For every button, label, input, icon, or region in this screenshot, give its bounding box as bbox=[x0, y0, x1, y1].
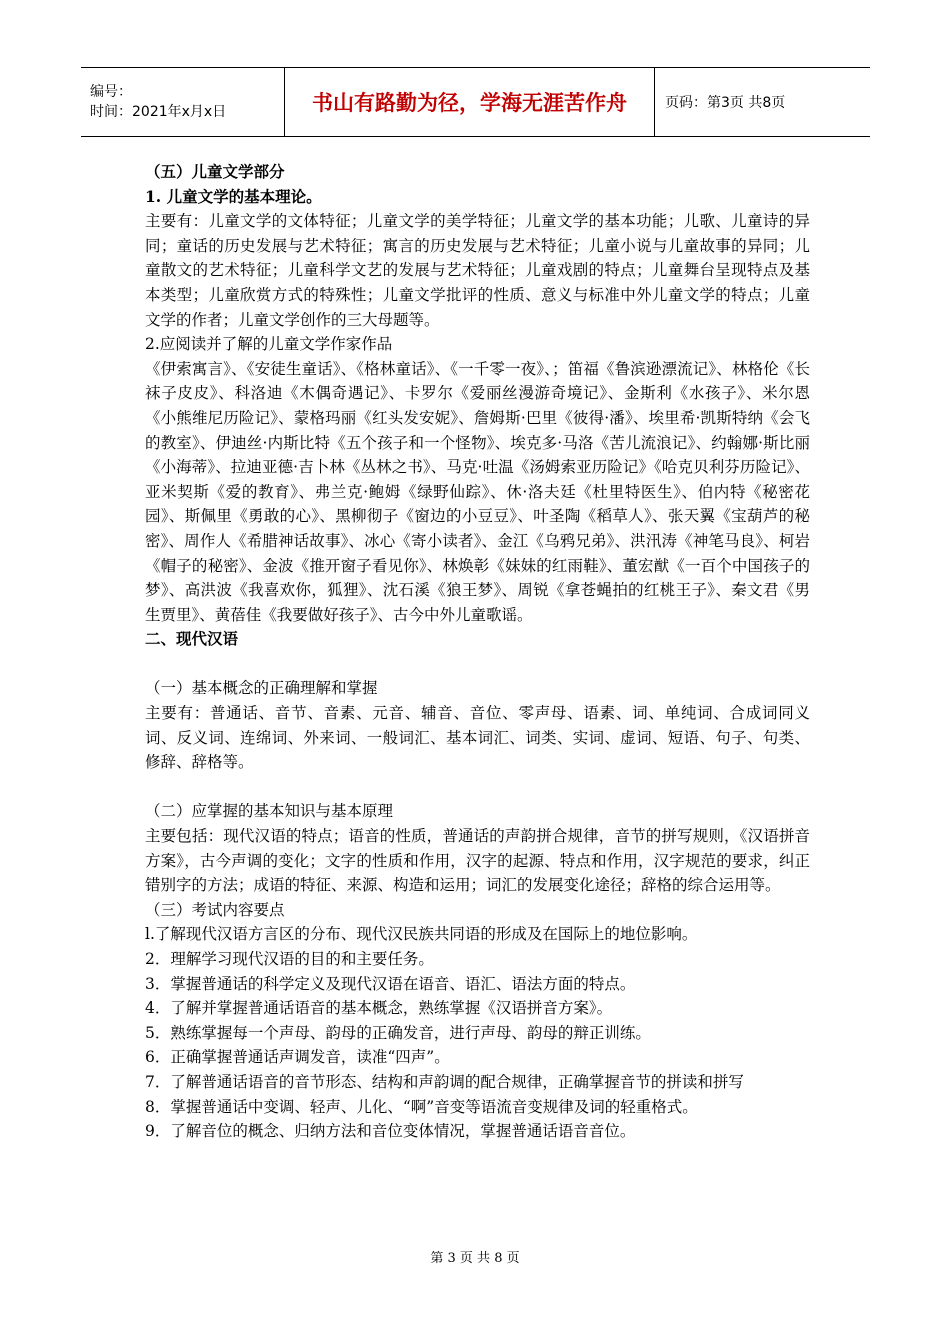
paragraph-spacer bbox=[145, 652, 810, 677]
paragraph: 主要有：普通话、音节、音素、元音、辅音、音位、零声母、语素、词、单纯词、合成词同义词、反义词、连绵词、外来词、一般词汇、基本词汇、词类、实词、虚词、短语、句子、句类、修辞、辞格等。 bbox=[145, 704, 810, 772]
paragraph: 2．理解学习现代汉语的目的和主要任务。 bbox=[145, 950, 434, 968]
header-motto: 书山有路勤为径，学海无涯苦作舟 bbox=[285, 68, 655, 137]
paragraph: 《伊索寓言》、《安徒生童话》、《格林童话》、《一千零一夜》、；笛福《鲁滨逊漂流记》、林格伦《长袜子皮皮》、科洛迪《木偶奇遇记》、卡罗尔《爱丽丝漫游奇境记》、金斯利《水孩子》、米尔恩《小熊维尼历险记》、蒙格玛丽《红头发安妮》、詹姆斯·巴里《彼得·潘》、埃里希·凯斯特纳《会飞的教室》、伊迪丝·内斯比特《五个孩子和一个怪物》、埃克多·马洛《苦儿流浪记》、约翰娜·斯比丽《小海蒂》、拉迪亚德·吉卜林《丛林之书》、马克·吐温《汤姆索亚历险记》《哈克贝利芬历险记》、亚米契斯《爱的教育》、弗兰克·鲍姆《绿野仙踪》、休·洛夫廷《杜里特医生》、伯内特《秘密花园》、斯佩里《勇敢的心》、黑柳彻子《窗边的小豆豆》、叶圣陶《稻草人》、张天翼《宝葫芦的秘密》、周作人《希腊神话故事》、冰心《寄小读者》、金江《乌鸦兄弟》、洪汛涛《神笔马良》、柯岩《帽子的秘密》、金波《推开窗子看见你》、林焕彰《妹妹的红雨鞋》、董宏猷《一百个中国孩子的梦》、高洪波《我喜欢你，狐狸》、沈石溪《狼王梦》、周锐《拿苍蝇拍的红桃王子》、秦文君《男生贾里》、黄蓓佳《我要做好孩子》、古今中外儿童歌谣。 bbox=[145, 359, 810, 624]
header-page-label: 页码：第3页 共8页 bbox=[665, 95, 786, 111]
page-header bbox=[81, 67, 870, 137]
paragraph: 3．掌握普通话的科学定义及现代汉语在语音、语汇、语法方面的特点。 bbox=[145, 974, 636, 993]
page-footer: 第 3 页 共 8 页 bbox=[430, 1251, 520, 1266]
paragraph: 9．了解音位的概念、归纳方法和音位变体情况，掌握普通话语音音位。 bbox=[145, 1122, 636, 1141]
header-number-label: 编号： bbox=[90, 84, 132, 100]
section-heading: 1. 儿童文学的基本理论。 bbox=[145, 186, 322, 206]
paragraph-spacer bbox=[145, 775, 810, 800]
paragraph: 主要包括：现代汉语的特点；语音的性质，普通话的声韵拼合规律，音节的拼写规则，《汉语拼音方案》，古今声调的变化；文字的性质和作用，汉字的起源、特点和作用，汉字规范的要求，纠正错别字的方法；成语的特征、来源、构造和运用；词汇的发展变化途径；辞格的综合运用等。 bbox=[145, 827, 810, 895]
paragraph: 6．正确掌握普通话声调发音，读准“四声”。 bbox=[145, 1048, 450, 1067]
paragraph: 8．掌握普通话中变调、轻声、儿化、“啊”音变等语流音变规律及词的轻重格式。 bbox=[145, 1097, 698, 1116]
paragraph: 5．熟练掌握每一个声母、韵母的正确发音，进行声母、韵母的辩正训练。 bbox=[145, 1023, 651, 1042]
paragraph: 4．了解并掌握普通话语音的基本概念，熟练掌握《汉语拼音方案》。 bbox=[145, 999, 613, 1018]
section-heading: （五）儿童文学部分 bbox=[145, 162, 285, 181]
section-heading: 二、现代汉语 bbox=[145, 629, 239, 649]
header-time-label: 时间：2021年x月x日 bbox=[90, 104, 227, 120]
paragraph: 主要有：儿童文学的文体特征；儿童文学的美学特征；儿童文学的基本功能；儿歌、儿童诗的异同；童话的历史发展与艺术特征；寓言的历史发展与艺术特征；儿童小说与儿童故事的异同；儿童散文的艺术特征；儿童科学文艺的发展与艺术特征；儿童戏剧的特点；儿童舞台呈现特点及基本类型；儿童欣赏方式的特殊性；儿童文学批评的性质、意义与标准中外儿童文学的特点；儿童文学的作者；儿童文学创作的三大母题等。 bbox=[145, 212, 810, 329]
paragraph: l.了解现代汉语方言区的分布、现代汉民族共同语的形成及在国际上的地位影响。 bbox=[145, 925, 698, 944]
paragraph: （二）应掌握的基本知识与基本原理 bbox=[145, 802, 394, 821]
paragraph: 2.应阅读并了解的儿童文学作家作品 bbox=[145, 335, 393, 354]
paragraph: 7．了解普通话语音的音节形态、结构和声韵调的配合规律，正确掌握音节的拼读和拼写 bbox=[145, 1072, 744, 1091]
paragraph: （三）考试内容要点 bbox=[145, 900, 285, 919]
header-info-cell bbox=[81, 68, 285, 137]
paragraph: （一）基本概念的正确理解和掌握 bbox=[145, 679, 378, 698]
document-body bbox=[145, 160, 810, 1144]
